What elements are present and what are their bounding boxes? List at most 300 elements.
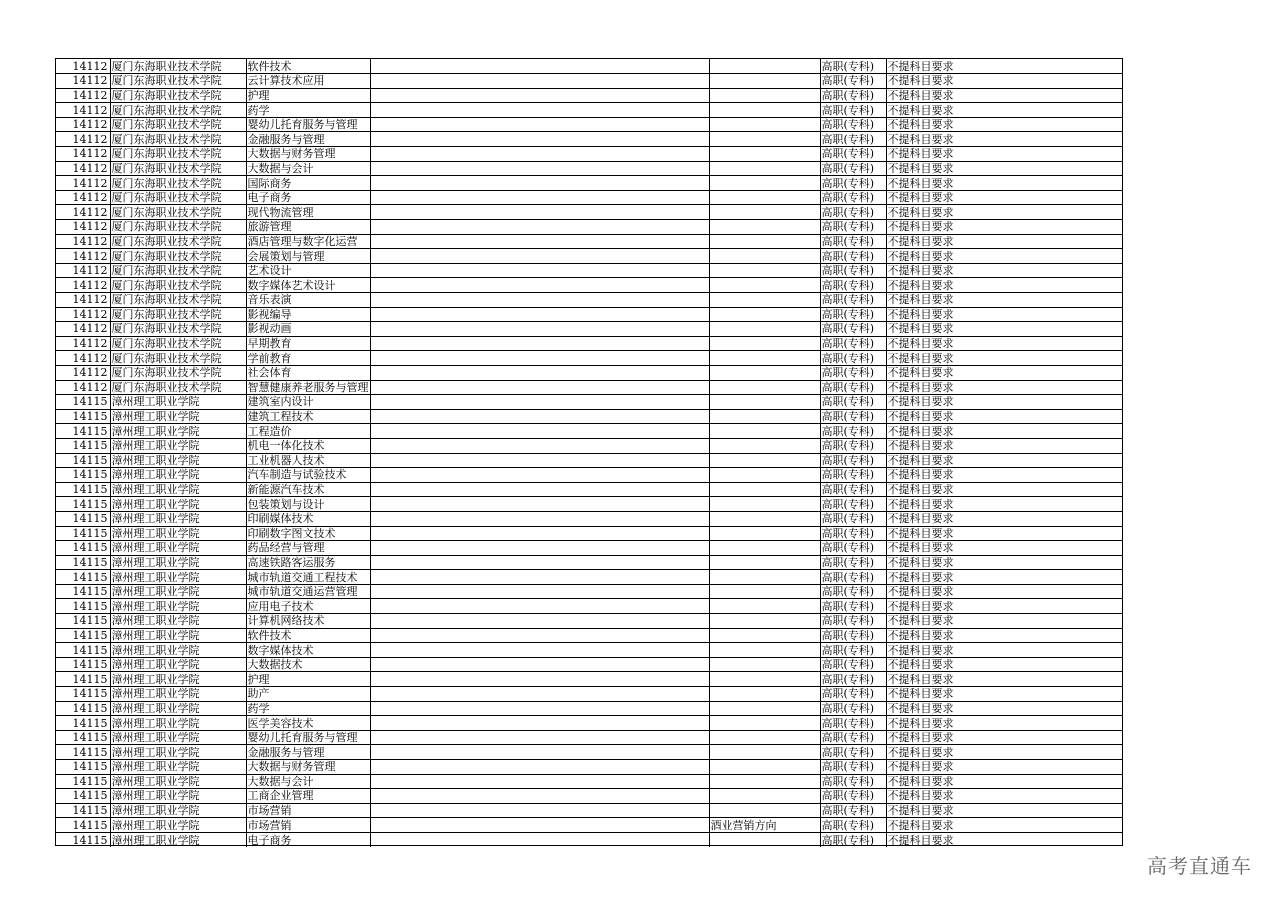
school-cell: 漳州理工职业学院 xyxy=(110,453,246,468)
table-row xyxy=(56,628,1123,643)
note-cell xyxy=(370,818,709,833)
level-cell: 高职(专科) xyxy=(820,584,886,599)
code-cell: 14112 xyxy=(56,117,110,132)
code-cell: 14115 xyxy=(56,789,110,804)
direction-cell xyxy=(709,278,820,293)
school-cell: 漳州理工职业学院 xyxy=(110,497,246,512)
code-cell: 14112 xyxy=(56,176,110,191)
level-cell: 高职(专科) xyxy=(820,293,886,308)
school-cell: 漳州理工职业学院 xyxy=(110,438,246,453)
direction-cell xyxy=(709,205,820,220)
level-cell: 高职(专科) xyxy=(820,760,886,775)
table-row xyxy=(56,424,1123,439)
direction-cell xyxy=(709,599,820,614)
table-row xyxy=(56,526,1123,541)
major-cell: 药学 xyxy=(246,701,370,716)
direction-cell xyxy=(709,643,820,658)
school-cell: 漳州理工职业学院 xyxy=(110,526,246,541)
table-row xyxy=(56,497,1123,512)
note-cell xyxy=(370,745,709,760)
table-row xyxy=(56,657,1123,672)
note-cell xyxy=(370,730,709,745)
direction-cell xyxy=(709,570,820,585)
direction-cell xyxy=(709,628,820,643)
requirement-cell: 不提科目要求 xyxy=(886,657,1123,672)
requirement-cell: 不提科目要求 xyxy=(886,468,1123,483)
table-row xyxy=(56,614,1123,629)
school-cell: 厦门东海职业技术学院 xyxy=(110,293,246,308)
requirement-cell: 不提科目要求 xyxy=(886,628,1123,643)
requirement-cell: 不提科目要求 xyxy=(886,774,1123,789)
direction-cell xyxy=(709,672,820,687)
table-row xyxy=(56,278,1123,293)
code-cell: 14112 xyxy=(56,249,110,264)
note-cell xyxy=(370,789,709,804)
note-cell xyxy=(370,117,709,132)
major-cell: 工业机器人技术 xyxy=(246,453,370,468)
direction-cell xyxy=(709,760,820,775)
major-cell: 市场营销 xyxy=(246,803,370,818)
major-cell: 早期教育 xyxy=(246,336,370,351)
note-cell xyxy=(370,336,709,351)
major-cell: 智慧健康养老服务与管理 xyxy=(247,380,369,394)
direction-cell xyxy=(709,322,820,337)
major-cell: 机电一体化技术 xyxy=(246,438,370,453)
note-cell xyxy=(370,74,709,89)
table-row xyxy=(56,132,1123,147)
requirement-cell: 不提科目要求 xyxy=(886,74,1123,89)
code-cell: 14115 xyxy=(56,832,110,847)
major-cell: 婴幼儿托育服务与管理 xyxy=(246,730,370,745)
major-cell: 学前教育 xyxy=(246,351,370,366)
code-cell: 14112 xyxy=(56,278,110,293)
code-cell: 14112 xyxy=(56,132,110,147)
major-cell: 音乐表演 xyxy=(246,293,370,308)
direction-cell xyxy=(709,103,820,118)
code-cell: 14115 xyxy=(56,628,110,643)
direction-cell xyxy=(709,716,820,731)
direction-cell xyxy=(709,832,820,847)
direction-cell xyxy=(709,657,820,672)
requirement-cell: 不提科目要求 xyxy=(886,205,1123,220)
major-cell: 数字媒体艺术设计 xyxy=(246,278,370,293)
table-row xyxy=(56,249,1123,264)
level-cell: 高职(专科) xyxy=(820,351,886,366)
note-cell xyxy=(370,176,709,191)
level-cell: 高职(专科) xyxy=(820,643,886,658)
major-cell: 大数据技术 xyxy=(246,657,370,672)
level-cell: 高职(专科) xyxy=(820,74,886,89)
level-cell: 高职(专科) xyxy=(820,511,886,526)
major-cell: 社会体育 xyxy=(246,365,370,380)
level-cell: 高职(专科) xyxy=(820,701,886,716)
note-cell xyxy=(370,395,709,410)
school-cell: 厦门东海职业技术学院 xyxy=(110,278,246,293)
requirement-cell: 不提科目要求 xyxy=(886,278,1123,293)
major-cell: 影视编导 xyxy=(246,307,370,322)
requirement-cell: 不提科目要求 xyxy=(886,687,1123,702)
requirement-cell: 不提科目要求 xyxy=(886,365,1123,380)
table-row xyxy=(56,322,1123,337)
table-row xyxy=(56,468,1123,483)
table-row xyxy=(56,570,1123,585)
level-cell: 高职(专科) xyxy=(820,774,886,789)
major-cell: 大数据与会计 xyxy=(246,774,370,789)
requirement-cell: 不提科目要求 xyxy=(886,482,1123,497)
school-cell: 厦门东海职业技术学院 xyxy=(110,74,246,89)
note-cell xyxy=(370,497,709,512)
code-cell: 14115 xyxy=(56,424,110,439)
major-cell: 计算机网络技术 xyxy=(246,614,370,629)
requirement-cell: 不提科目要求 xyxy=(886,380,1123,395)
direction-cell xyxy=(709,482,820,497)
major-cell: 数字媒体技术 xyxy=(246,643,370,658)
major-cell: 会展策划与管理 xyxy=(246,249,370,264)
code-cell: 14112 xyxy=(56,147,110,162)
requirement-cell: 不提科目要求 xyxy=(886,541,1123,556)
requirement-cell: 不提科目要求 xyxy=(886,103,1123,118)
watermark-logo: 高考直通车 xyxy=(1147,854,1252,878)
level-cell: 高职(专科) xyxy=(820,278,886,293)
note-cell xyxy=(370,132,709,147)
data-table xyxy=(56,59,1123,847)
code-cell: 14115 xyxy=(56,482,110,497)
code-cell: 14115 xyxy=(56,497,110,512)
note-cell xyxy=(370,424,709,439)
requirement-cell: 不提科目要求 xyxy=(886,59,1123,74)
requirement-cell: 不提科目要求 xyxy=(886,147,1123,162)
level-cell: 高职(专科) xyxy=(820,614,886,629)
table-row xyxy=(56,643,1123,658)
table-row xyxy=(56,832,1123,847)
table-row xyxy=(56,438,1123,453)
table-row xyxy=(56,117,1123,132)
direction-cell xyxy=(709,395,820,410)
school-cell: 漳州理工职业学院 xyxy=(110,643,246,658)
requirement-cell: 不提科目要求 xyxy=(886,570,1123,585)
direction-cell xyxy=(709,351,820,366)
table-row xyxy=(56,263,1123,278)
level-cell: 高职(专科) xyxy=(820,570,886,585)
direction-cell xyxy=(709,307,820,322)
requirement-cell: 不提科目要求 xyxy=(886,220,1123,235)
note-cell xyxy=(370,190,709,205)
code-cell: 14115 xyxy=(56,774,110,789)
level-cell: 高职(专科) xyxy=(820,687,886,702)
requirement-cell: 不提科目要求 xyxy=(886,599,1123,614)
major-cell: 国际商务 xyxy=(246,176,370,191)
direction-cell xyxy=(709,263,820,278)
code-cell: 14112 xyxy=(56,205,110,220)
direction-cell xyxy=(709,424,820,439)
requirement-cell: 不提科目要求 xyxy=(886,88,1123,103)
note-cell xyxy=(370,278,709,293)
school-cell: 厦门东海职业技术学院 xyxy=(110,380,246,395)
requirement-cell: 不提科目要求 xyxy=(886,234,1123,249)
major-cell: 护理 xyxy=(246,672,370,687)
level-cell: 高职(专科) xyxy=(820,132,886,147)
direction-cell xyxy=(709,365,820,380)
code-cell: 14112 xyxy=(56,322,110,337)
code-cell: 14115 xyxy=(56,716,110,731)
school-cell: 漳州理工职业学院 xyxy=(110,760,246,775)
direction-cell xyxy=(709,190,820,205)
table-row xyxy=(56,147,1123,162)
code-cell: 14115 xyxy=(56,818,110,833)
major-cell: 护理 xyxy=(246,88,370,103)
table-row xyxy=(56,453,1123,468)
major-cell: 现代物流管理 xyxy=(246,205,370,220)
school-cell: 漳州理工职业学院 xyxy=(110,541,246,556)
table-row xyxy=(56,745,1123,760)
school-cell: 厦门东海职业技术学院 xyxy=(110,220,246,235)
major-cell: 大数据与财务管理 xyxy=(246,760,370,775)
note-cell xyxy=(370,716,709,731)
level-cell: 高职(专科) xyxy=(820,322,886,337)
code-cell: 14115 xyxy=(56,760,110,775)
major-cell: 金融服务与管理 xyxy=(246,132,370,147)
major-cell: 包装策划与设计 xyxy=(246,497,370,512)
level-cell: 高职(专科) xyxy=(820,190,886,205)
requirement-cell: 不提科目要求 xyxy=(886,351,1123,366)
code-cell: 14112 xyxy=(56,161,110,176)
school-cell: 漳州理工职业学院 xyxy=(110,555,246,570)
requirement-cell: 不提科目要求 xyxy=(886,497,1123,512)
note-cell xyxy=(370,774,709,789)
school-cell: 漳州理工职业学院 xyxy=(110,687,246,702)
school-cell: 厦门东海职业技术学院 xyxy=(110,249,246,264)
level-cell: 高职(专科) xyxy=(820,380,886,395)
major-cell: 云计算技术应用 xyxy=(246,74,370,89)
direction-cell xyxy=(709,380,820,395)
direction-cell xyxy=(709,409,820,424)
direction-cell xyxy=(709,147,820,162)
note-cell xyxy=(370,541,709,556)
requirement-cell: 不提科目要求 xyxy=(886,293,1123,308)
school-cell: 厦门东海职业技术学院 xyxy=(110,234,246,249)
direction-cell xyxy=(709,132,820,147)
level-cell: 高职(专科) xyxy=(820,497,886,512)
major-cell: 药品经营与管理 xyxy=(246,541,370,556)
code-cell: 14115 xyxy=(56,730,110,745)
level-cell: 高职(专科) xyxy=(820,555,886,570)
requirement-cell: 不提科目要求 xyxy=(886,307,1123,322)
code-cell: 14112 xyxy=(56,307,110,322)
requirement-cell: 不提科目要求 xyxy=(886,643,1123,658)
code-cell: 14115 xyxy=(56,701,110,716)
table-row xyxy=(56,818,1123,833)
major-cell: 市场营销 xyxy=(246,818,370,833)
school-cell: 漳州理工职业学院 xyxy=(110,730,246,745)
requirement-cell: 不提科目要求 xyxy=(886,672,1123,687)
school-cell: 漳州理工职业学院 xyxy=(110,395,246,410)
direction-cell xyxy=(709,249,820,264)
school-cell: 漳州理工职业学院 xyxy=(110,716,246,731)
requirement-cell: 不提科目要求 xyxy=(886,789,1123,804)
requirement-cell: 不提科目要求 xyxy=(886,614,1123,629)
note-cell xyxy=(370,701,709,716)
major-cell: 医学美容技术 xyxy=(246,716,370,731)
school-cell: 厦门东海职业技术学院 xyxy=(110,117,246,132)
level-cell: 高职(专科) xyxy=(820,832,886,847)
level-cell: 高职(专科) xyxy=(820,716,886,731)
school-cell: 漳州理工职业学院 xyxy=(110,511,246,526)
level-cell: 高职(专科) xyxy=(820,336,886,351)
direction-cell xyxy=(709,220,820,235)
school-cell: 厦门东海职业技术学院 xyxy=(110,322,246,337)
major-cell: 高速铁路客运服务 xyxy=(246,555,370,570)
requirement-cell: 不提科目要求 xyxy=(886,263,1123,278)
requirement-cell: 不提科目要求 xyxy=(886,584,1123,599)
level-cell: 高职(专科) xyxy=(820,161,886,176)
level-cell: 高职(专科) xyxy=(820,818,886,833)
requirement-cell: 不提科目要求 xyxy=(886,409,1123,424)
code-cell: 14115 xyxy=(56,643,110,658)
requirement-cell: 不提科目要求 xyxy=(886,716,1123,731)
direction-cell xyxy=(709,293,820,308)
level-cell: 高职(专科) xyxy=(820,672,886,687)
level-cell: 高职(专科) xyxy=(820,395,886,410)
level-cell: 高职(专科) xyxy=(820,117,886,132)
school-cell: 漳州理工职业学院 xyxy=(110,409,246,424)
level-cell: 高职(专科) xyxy=(820,88,886,103)
school-cell: 漳州理工职业学院 xyxy=(110,482,246,497)
table-row xyxy=(56,351,1123,366)
direction-cell xyxy=(709,555,820,570)
school-cell: 厦门东海职业技术学院 xyxy=(110,103,246,118)
major-cell: 汽车制造与试验技术 xyxy=(246,468,370,483)
major-cell: 药学 xyxy=(246,103,370,118)
major-cell: 印刷媒体技术 xyxy=(246,511,370,526)
major-cell: 大数据与财务管理 xyxy=(246,147,370,162)
school-cell: 漳州理工职业学院 xyxy=(110,628,246,643)
direction-cell: 酒业营销方向 xyxy=(709,818,820,833)
code-cell: 14115 xyxy=(56,614,110,629)
level-cell: 高职(专科) xyxy=(820,438,886,453)
level-cell: 高职(专科) xyxy=(820,234,886,249)
school-cell: 漳州理工职业学院 xyxy=(110,745,246,760)
table-row xyxy=(56,774,1123,789)
table-row xyxy=(56,365,1123,380)
school-cell: 厦门东海职业技术学院 xyxy=(110,205,246,220)
note-cell xyxy=(370,599,709,614)
major-cell: 工程造价 xyxy=(246,424,370,439)
direction-cell xyxy=(709,117,820,132)
major-cell: 建筑工程技术 xyxy=(246,409,370,424)
major-cell: 影视动画 xyxy=(246,322,370,337)
code-cell: 14115 xyxy=(56,541,110,556)
major-cell: 新能源汽车技术 xyxy=(246,482,370,497)
code-cell: 14115 xyxy=(56,395,110,410)
code-cell: 14112 xyxy=(56,220,110,235)
requirement-cell: 不提科目要求 xyxy=(886,803,1123,818)
level-cell: 高职(专科) xyxy=(820,409,886,424)
level-cell: 高职(专科) xyxy=(820,205,886,220)
code-cell: 14115 xyxy=(56,570,110,585)
major-cell: 城市轨道交通工程技术 xyxy=(246,570,370,585)
code-cell: 14115 xyxy=(56,511,110,526)
level-cell: 高职(专科) xyxy=(820,249,886,264)
direction-cell xyxy=(709,730,820,745)
code-cell: 14115 xyxy=(56,453,110,468)
school-cell: 漳州理工职业学院 xyxy=(110,468,246,483)
requirement-cell: 不提科目要求 xyxy=(886,190,1123,205)
table-row xyxy=(56,205,1123,220)
note-cell xyxy=(370,628,709,643)
direction-cell xyxy=(709,687,820,702)
table-row xyxy=(56,220,1123,235)
major-cell: 电子商务 xyxy=(246,190,370,205)
direction-cell xyxy=(709,336,820,351)
note-cell xyxy=(370,88,709,103)
table-row xyxy=(56,511,1123,526)
note-cell xyxy=(370,293,709,308)
note-cell xyxy=(370,409,709,424)
requirement-cell: 不提科目要求 xyxy=(886,701,1123,716)
direction-cell xyxy=(709,511,820,526)
code-cell: 14112 xyxy=(56,263,110,278)
level-cell: 高职(专科) xyxy=(820,103,886,118)
code-cell: 14115 xyxy=(56,409,110,424)
note-cell xyxy=(370,103,709,118)
major-cell: 婴幼儿托育服务与管理 xyxy=(246,117,370,132)
level-cell: 高职(专科) xyxy=(820,745,886,760)
table-row xyxy=(56,760,1123,775)
code-cell: 14115 xyxy=(56,526,110,541)
level-cell: 高职(专科) xyxy=(820,365,886,380)
code-cell: 14115 xyxy=(56,468,110,483)
requirement-cell: 不提科目要求 xyxy=(886,511,1123,526)
level-cell: 高职(专科) xyxy=(820,789,886,804)
table-row xyxy=(56,380,1123,395)
note-cell xyxy=(370,351,709,366)
note-cell xyxy=(370,161,709,176)
note-cell xyxy=(370,672,709,687)
school-cell: 厦门东海职业技术学院 xyxy=(110,263,246,278)
note-cell xyxy=(370,687,709,702)
direction-cell xyxy=(709,701,820,716)
code-cell: 14112 xyxy=(56,380,110,395)
school-cell: 厦门东海职业技术学院 xyxy=(110,88,246,103)
requirement-cell: 不提科目要求 xyxy=(886,453,1123,468)
requirement-cell: 不提科目要求 xyxy=(886,760,1123,775)
note-cell xyxy=(370,263,709,278)
major-cell: 软件技术 xyxy=(246,59,370,74)
table-row xyxy=(56,190,1123,205)
direction-cell xyxy=(709,584,820,599)
major-cell: 电子商务 xyxy=(246,832,370,847)
table-row xyxy=(56,803,1123,818)
code-cell: 14115 xyxy=(56,438,110,453)
major-cell: 建筑室内设计 xyxy=(246,395,370,410)
requirement-cell: 不提科目要求 xyxy=(886,117,1123,132)
table-row xyxy=(56,59,1123,74)
code-cell: 14112 xyxy=(56,74,110,89)
note-cell xyxy=(370,147,709,162)
table-row xyxy=(56,701,1123,716)
major-cell: 助产 xyxy=(246,687,370,702)
school-cell: 漳州理工职业学院 xyxy=(110,599,246,614)
level-cell: 高职(专科) xyxy=(820,147,886,162)
major-cell: 软件技术 xyxy=(246,628,370,643)
major-cell: 艺术设计 xyxy=(246,263,370,278)
direction-cell xyxy=(709,161,820,176)
direction-cell xyxy=(709,803,820,818)
level-cell: 高职(专科) xyxy=(820,730,886,745)
level-cell: 高职(专科) xyxy=(820,628,886,643)
code-cell: 14115 xyxy=(56,672,110,687)
note-cell xyxy=(370,832,709,847)
